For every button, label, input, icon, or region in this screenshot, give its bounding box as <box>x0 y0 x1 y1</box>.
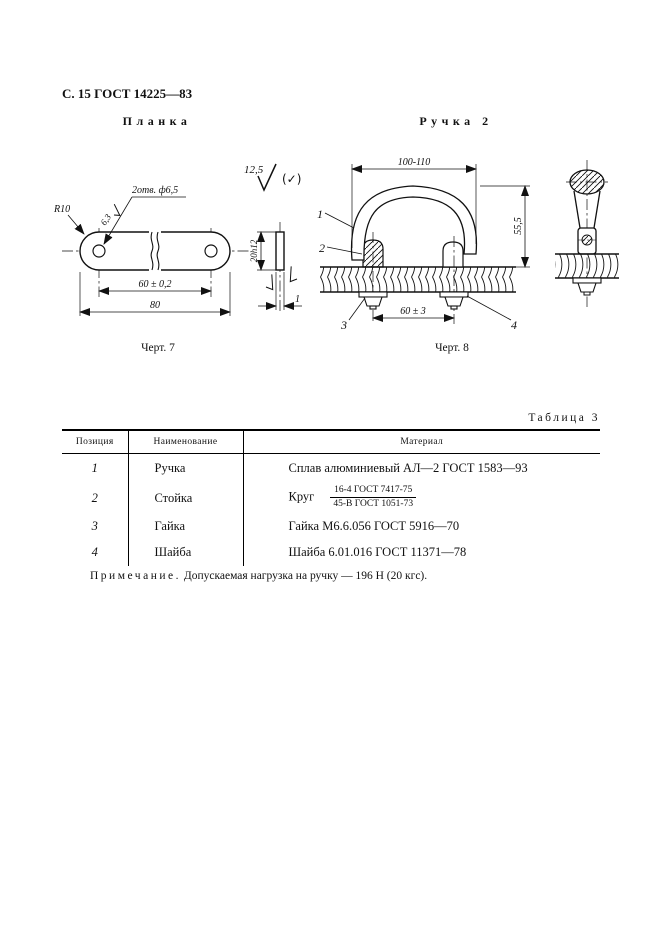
cell-name: Стойка <box>128 483 243 514</box>
roughness-check-icon <box>262 274 279 292</box>
table-label: Таблица 3 <box>528 412 600 424</box>
stand-right <box>443 242 463 267</box>
table-row <box>62 540 600 566</box>
figure-title-planka: Планка <box>122 114 192 128</box>
column-header-name: Наименование <box>128 430 243 454</box>
panel-section <box>320 267 516 292</box>
note-label: Примечание. <box>90 570 181 582</box>
fraction-denominator: 45-В ГОСТ 1051-73 <box>333 498 414 509</box>
figure-caption-planka: Черт. 7 <box>141 342 175 354</box>
cell-position: 1 <box>62 454 128 483</box>
table-row <box>62 483 600 514</box>
dim-height-label: 55,5 <box>513 217 524 235</box>
hole-right <box>205 245 217 257</box>
material-fraction <box>330 484 416 510</box>
pos4-label: 4 <box>511 318 517 332</box>
dim-span <box>373 306 454 318</box>
hole-roughness-label: 6,3 <box>98 212 114 228</box>
cell-material: Сплав алюминиевый АЛ—2 ГОСТ 1583—93 <box>288 460 528 475</box>
column-header-material: Материал <box>243 430 600 454</box>
cell-material: Шайба 6.01.016 ГОСТ 11371—78 <box>288 545 467 559</box>
drawing-planka <box>52 160 317 332</box>
drawing-ruchka <box>312 152 627 332</box>
note <box>62 570 610 582</box>
table-header-row <box>62 430 600 454</box>
hole-left <box>93 245 105 257</box>
pos1-label: 1 <box>317 207 323 221</box>
radius-label: R10 <box>54 204 71 215</box>
table-row <box>62 454 600 483</box>
plate-side-view <box>249 232 302 310</box>
cell-material <box>243 483 600 514</box>
pos2-label: 2 <box>319 241 325 255</box>
holes-label: 2отв. ф6,5 <box>132 185 179 196</box>
cell-position: 4 <box>62 540 128 566</box>
cell-name: Шайба <box>128 540 243 566</box>
page-header: С. 15 ГОСТ 14225—83 <box>62 86 193 101</box>
dim-height <box>480 186 530 267</box>
dim-span-label: 60 ± 3 <box>400 306 426 317</box>
cell-name: Гайка <box>128 514 243 540</box>
figure-title-ruchka: Ручка 2 <box>419 114 493 128</box>
roughness-alt: (✓) <box>282 172 302 186</box>
cell-material: Гайка М6.6.056 ГОСТ 5916—70 <box>288 519 460 533</box>
pos3-label: 3 <box>341 318 347 332</box>
column-header-position: Позиция <box>62 430 128 454</box>
roughness-value: 12,5 <box>244 164 264 176</box>
note-text: Допускаемая нагрузка на ручку — 196 Н (20 кгс). <box>180 570 428 582</box>
plate-outline <box>80 230 230 272</box>
fraction-numerator: 16-4 ГОСТ 7417-75 <box>330 484 416 497</box>
table-row <box>62 514 600 540</box>
handle-side-view <box>555 160 619 307</box>
dim-height-label: 20h12 <box>249 239 259 263</box>
dim-centers-label: 60 ± 0,2 <box>138 279 172 290</box>
cell-position: 3 <box>62 514 128 540</box>
surface-finish-mark <box>244 164 301 190</box>
cell-name: Ручка <box>128 454 243 483</box>
dim-width-label: 100-110 <box>397 157 431 168</box>
figure-caption-ruchka: Черт. 8 <box>435 342 469 354</box>
radius-callout <box>53 204 84 234</box>
roughness-check-icon <box>284 266 301 284</box>
cell-position: 2 <box>62 483 128 514</box>
parts-table <box>62 429 600 566</box>
fastener-right <box>440 292 468 309</box>
material-prefix: Круг <box>288 489 315 504</box>
dim-thickness-label: 1 <box>295 294 300 305</box>
dim-length-label: 80 <box>150 300 160 311</box>
dim-centers <box>99 279 211 291</box>
